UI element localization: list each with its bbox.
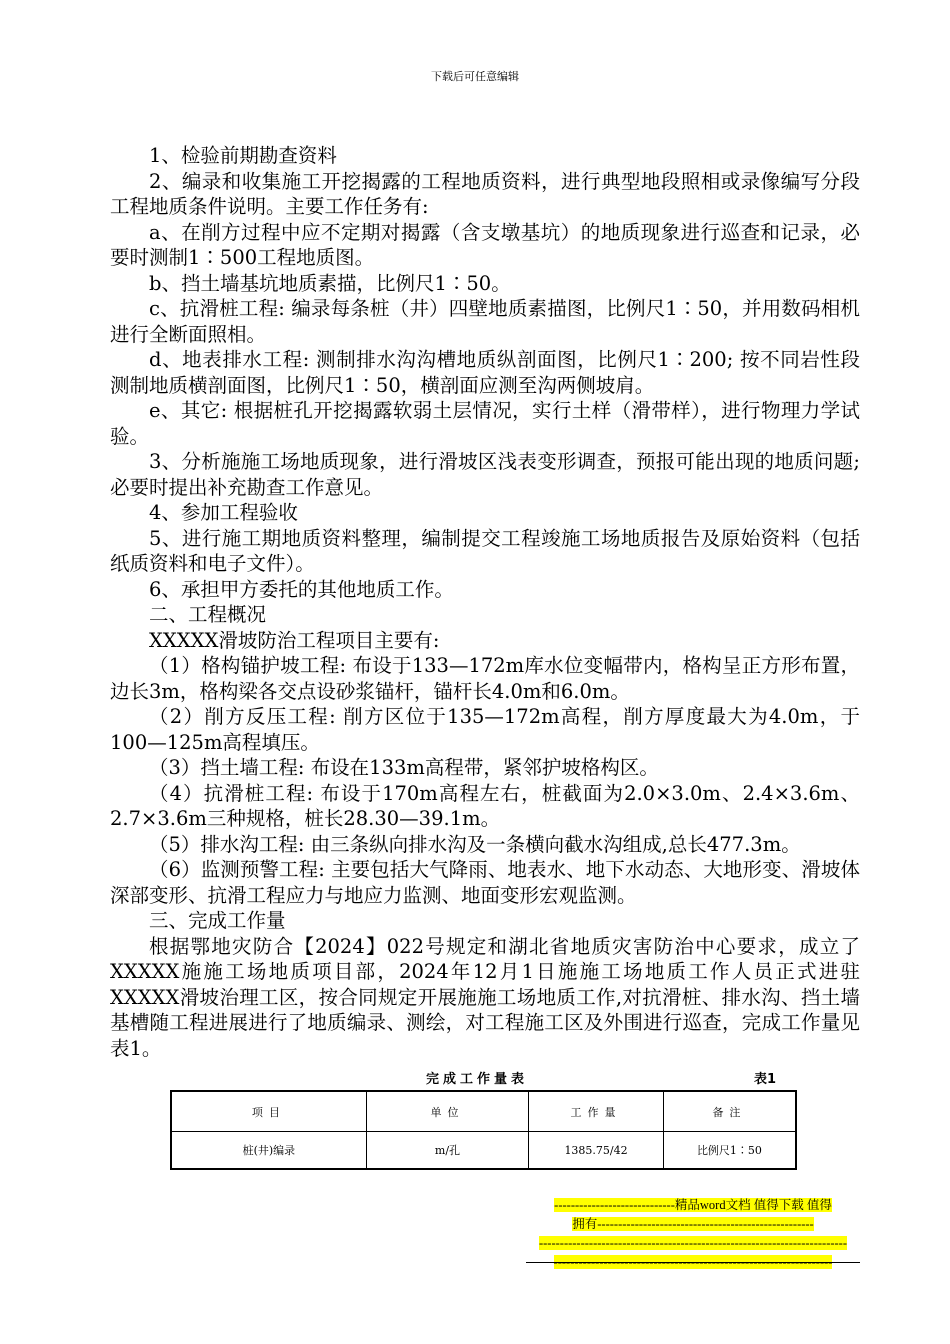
paragraph-18: （5）排水沟工程: 由三条纵向排水沟及一条横向截水沟组成,总长477.3m。 bbox=[149, 832, 801, 856]
table-cell: 桩(井)编录 bbox=[171, 1132, 366, 1170]
table-number: 表1 bbox=[754, 1072, 777, 1087]
paragraph-6: d、地表排水工程: 测制排水沟沟槽地质纵剖面图，比例尺1∶200; 按不同岩性段测制地质横剖面图，比例尺1∶50，横剖面应测至沟两侧坡肩。 bbox=[110, 348, 860, 397]
paragraph-17: （4）抗滑桩工程: 布设于170m高程左右，桩截面为2.0×3.0m、2.4×3.6m、2.7×3.6m三种规格，桩长28.30—39.1m。 bbox=[110, 781, 860, 830]
table-cell: 1385.75/42 bbox=[529, 1132, 664, 1170]
paragraph-13: XXXXX滑坡防治工程项目主要有: bbox=[149, 628, 440, 652]
table-header-cell: 备注 bbox=[663, 1091, 796, 1132]
table-header-row bbox=[171, 1091, 796, 1132]
paragraph-21: 根据鄂地灾防合【2024】022号规定和湖北省地质灾害防治中心要求，成立了XXXXX施施工场地质项目部，2024年12月1日施施工场地质工作人员正式进驻XXXXX滑坡治理工区，按合同规定开展施施工场地质工作,对抗滑桩、排水沟、挡土墙基槽随工程进展进行了地质编录、测绘，对工程施工区及外围进行巡查，完成工作量见表1。 bbox=[110, 934, 860, 1060]
footer-line-2: 拥有---------------------------------------------------- bbox=[572, 1217, 814, 1231]
table-header-cell: 项目 bbox=[171, 1091, 366, 1132]
paragraph-5: c、抗滑桩工程: 编录每条桩（井）四壁地质素描图，比例尺1∶50，并用数码相机进行全断面照相。 bbox=[110, 297, 860, 346]
paragraph-19: （6）监测预警工程: 主要包括大气降雨、地表水、地下水动态、大地形变、滑坡体深部变形、抗滑工程应力与地应力监测、地面变形宏观监测。 bbox=[110, 858, 860, 907]
section-heading-3: 三、完成工作量 bbox=[149, 909, 286, 932]
paragraph-4: b、挡土墙基坑地质素描，比例尺1∶50。 bbox=[149, 271, 511, 295]
footer-line-4: ------------------------------------------------------------------- bbox=[553, 1255, 833, 1269]
paragraph-10: 5、进行施工期地质资料整理，编制提交工程竣施工场地质报告及原始资料（包括纸质资料和电子文件）。 bbox=[110, 526, 860, 575]
paragraph-7: e、其它: 根据桩孔开挖揭露软弱土层情况，实行土样（滑带样），进行物理力学试验。 bbox=[110, 399, 860, 448]
paragraph-1: 1、检验前期勘查资料 bbox=[149, 144, 337, 167]
section-heading-2: 二、工程概况 bbox=[149, 603, 267, 626]
paragraph-15: （2）削方反压工程: 削方区位于135—172m高程，削方厚度最大为4.0m，于100—125m高程填压。 bbox=[110, 705, 860, 754]
table-header-cell: 单位 bbox=[366, 1091, 528, 1132]
page-header: 下载后可任意编辑 bbox=[431, 70, 519, 83]
paragraph-2: 2、编录和收集施工开挖揭露的工程地质资料，进行典型地段照相或录像编写分段工程地质条件说明。主要工作任务有: bbox=[110, 169, 860, 218]
paragraph-8: 3、分析施施工场地质现象，进行滑坡区浅表变形调查，预报可能出现的地质问题; 必要时提出补充勘查工作意见。 bbox=[110, 450, 860, 499]
footer-line-1: -----------------------------精品word文档 值得下载 值得 bbox=[554, 1198, 832, 1212]
table-cell: 比例尺1∶50 bbox=[663, 1132, 796, 1170]
paragraph-14: （1）格构锚护坡工程: 布设于133—172m库水位变幅带内，格构呈正方形布置，边长3m，格构梁各交点设砂浆锚杆，锚杆长4.0m和6.0m。 bbox=[110, 654, 860, 703]
table-caption: 完成工作量表 bbox=[426, 1072, 529, 1087]
document-body bbox=[110, 143, 860, 1061]
table-row bbox=[171, 1132, 796, 1170]
paragraph-16: （3）挡土墙工程: 布设在133m高程带，紧邻护坡格构区。 bbox=[149, 756, 659, 779]
footer-line-3: -------------------------------------------------------------------------- bbox=[538, 1236, 848, 1250]
footer-watermark bbox=[526, 1196, 860, 1272]
footer-rule bbox=[526, 1262, 860, 1263]
table-cell: m/孔 bbox=[366, 1132, 528, 1170]
paragraph-3: a、在削方过程中应不定期对揭露（含支墩基坑）的地质现象进行巡查和记录，必要时测制1∶500工程地质图。 bbox=[110, 220, 860, 269]
paragraph-9: 4、参加工程验收 bbox=[149, 501, 298, 524]
paragraph-11: 6、承担甲方委托的其他地质工作。 bbox=[149, 577, 454, 601]
table-header-cell: 工作量 bbox=[529, 1091, 664, 1132]
workload-table bbox=[170, 1090, 797, 1170]
